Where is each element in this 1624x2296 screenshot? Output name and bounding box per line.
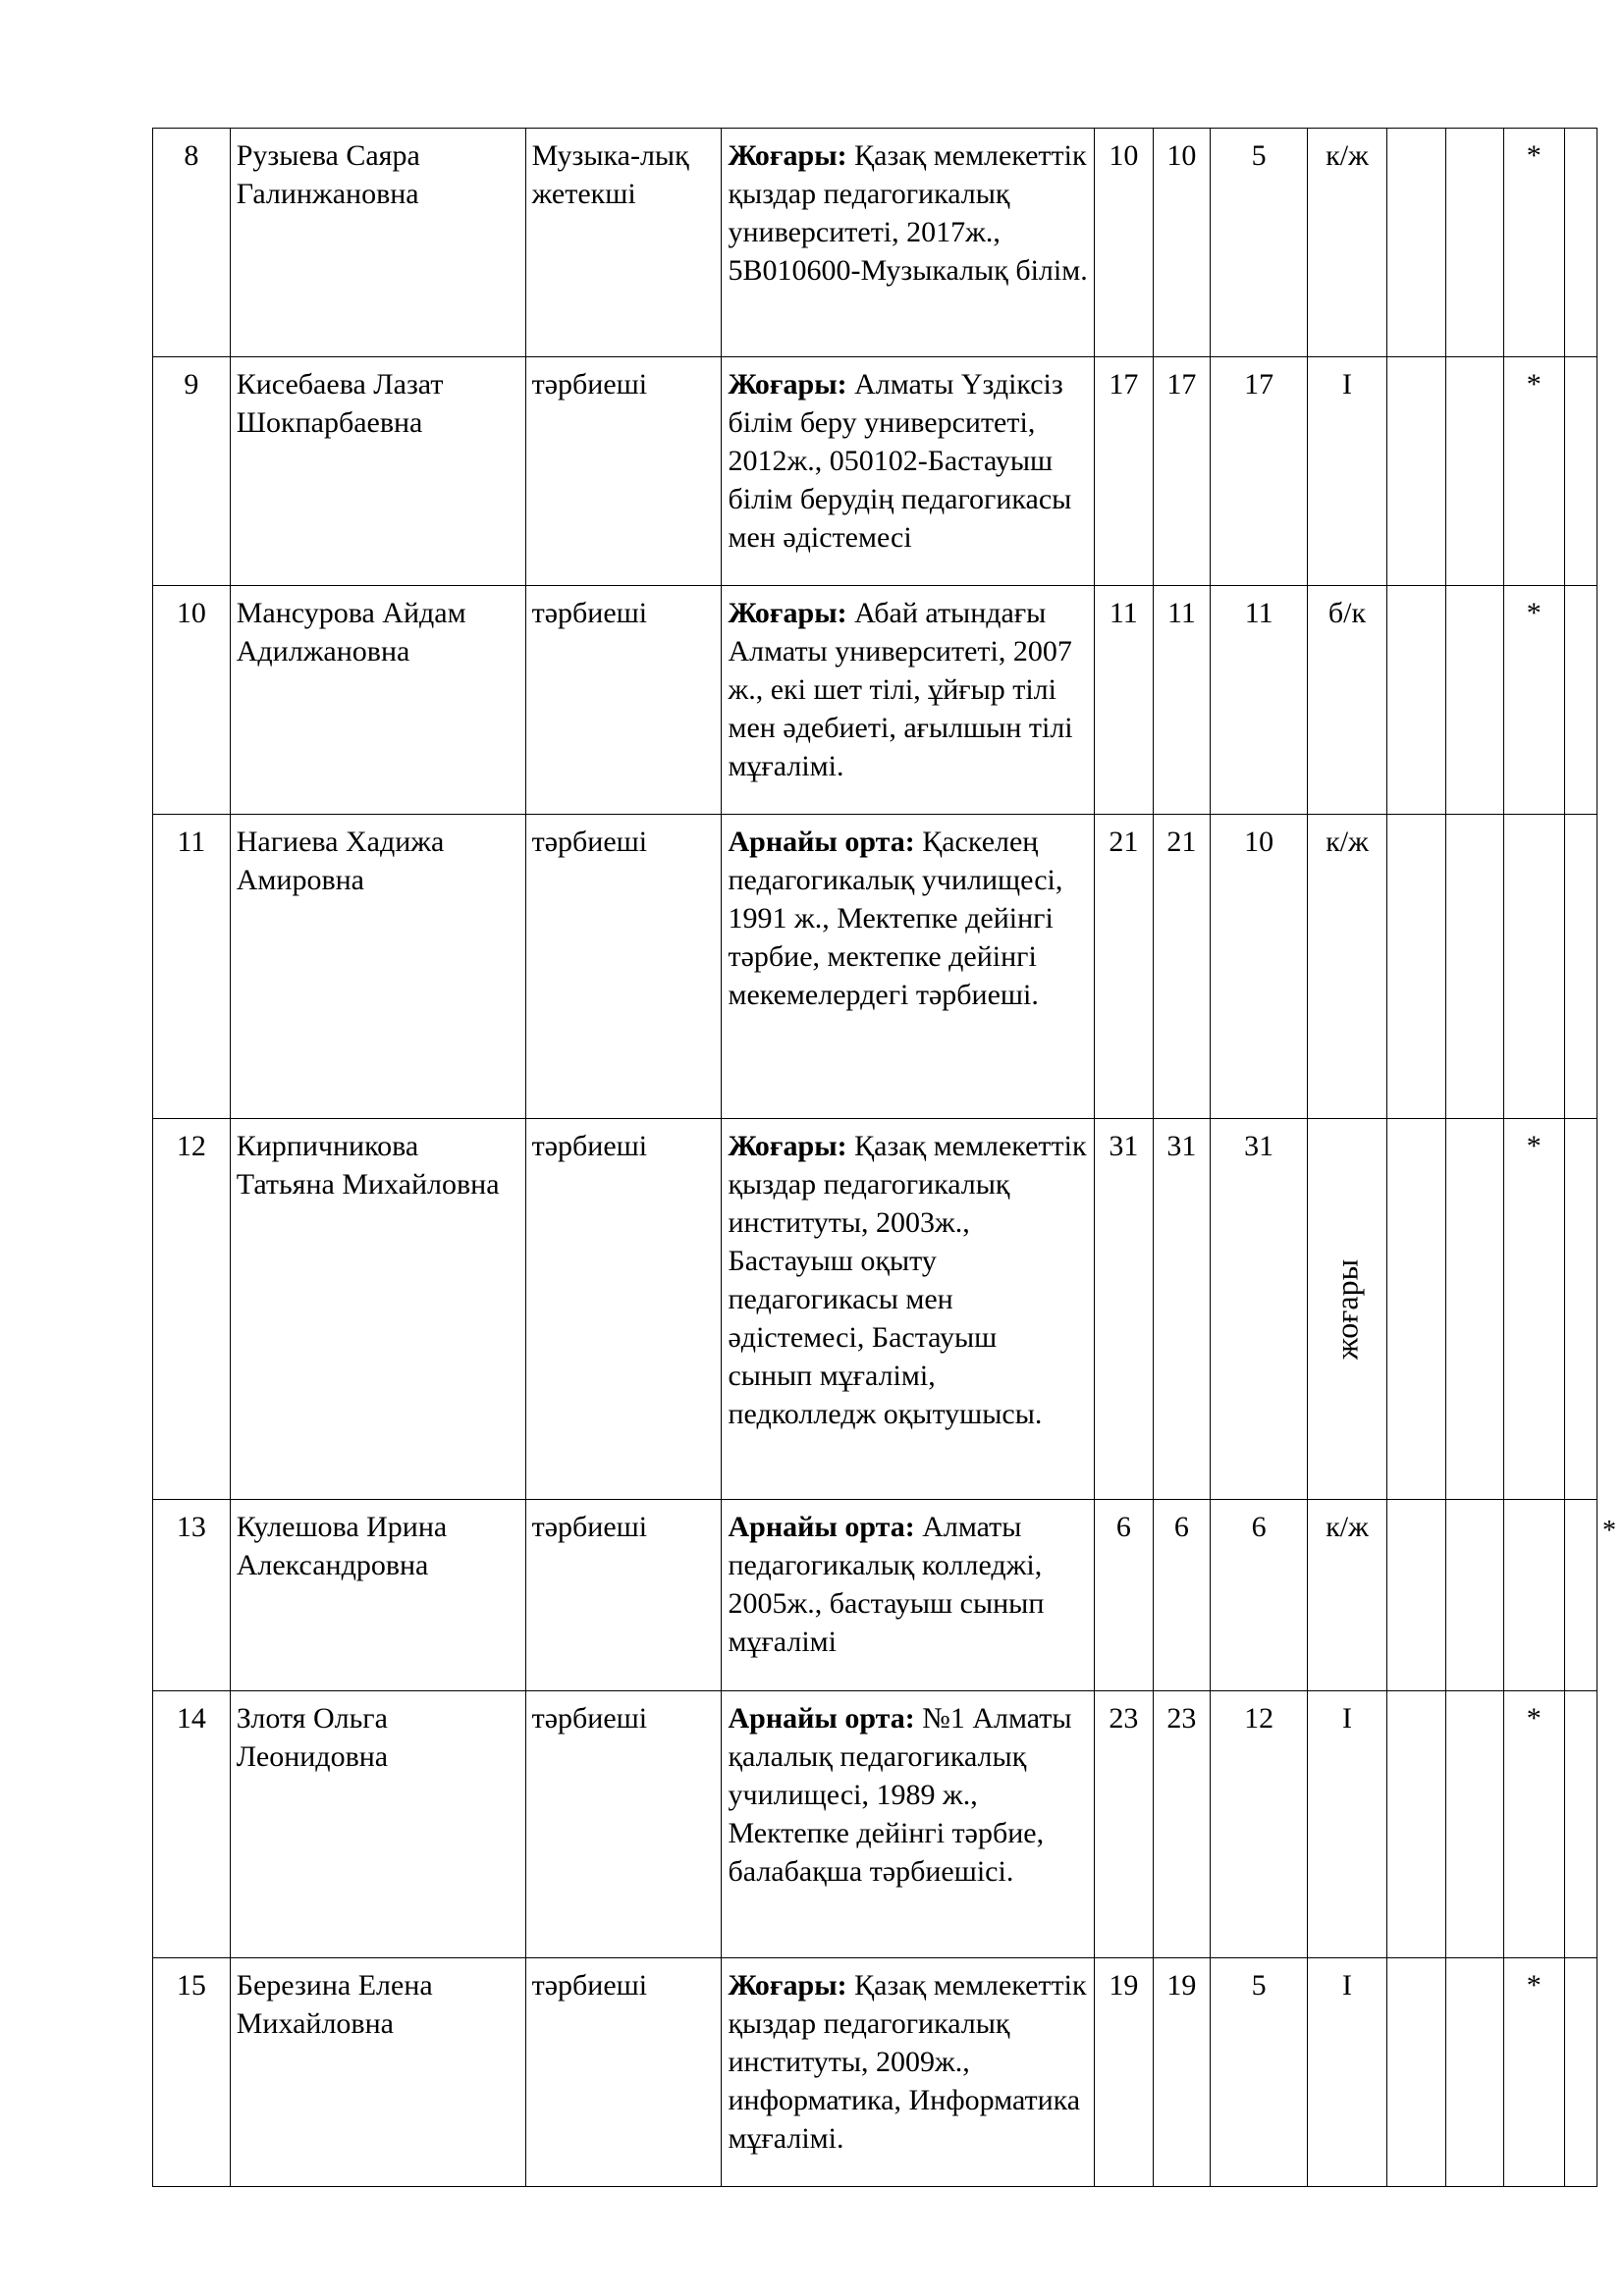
pedagogical-experience: 23 — [1153, 1691, 1211, 1958]
education-detail: №1 Алматы қалалық педагогикалық училищесі, 1989 ж., Мектепке дейінгі тәрбие, балабақша тәрбиешісі. — [728, 1702, 1072, 1888]
mark-column-extra — [1564, 1500, 1616, 1691]
education-detail: Абай атындағы Алматы университеті, 2007 ж., екі шет тілі, ұйғыр тілі мен әдебиеті, ағылшын тілі мұғалімі. — [728, 597, 1073, 782]
mark-column-1 — [1386, 1958, 1446, 2187]
employee-name: Кулешова Ирина Александровна — [230, 1500, 525, 1691]
pedagogical-experience: 6 — [1153, 1500, 1211, 1691]
mark-column-3: * — [1504, 357, 1565, 586]
row-number: 15 — [153, 1958, 231, 2187]
mark-column-1 — [1386, 129, 1446, 357]
education-detail: Алматы Үздіксіз білім беру университеті, 2012ж., 050102-Бастауыш білім берудің педагогикасы мен әдістемесі — [728, 368, 1072, 554]
employee-position: тәрбиеші — [525, 1691, 722, 1958]
total-experience: 17 — [1095, 357, 1154, 586]
experience-in-organization: 31 — [1211, 1119, 1308, 1500]
row-number: 12 — [153, 1119, 231, 1500]
employee-name: Нагиева Хадижа Амировна — [230, 815, 525, 1119]
table-row — [153, 1500, 1597, 1691]
education-level: Жоғары: — [728, 368, 847, 400]
mark-column-3 — [1504, 1500, 1565, 1691]
table-row — [153, 1958, 1597, 2187]
education-level: Арнайы орта: — [728, 826, 915, 858]
mark-column-2 — [1446, 815, 1504, 1119]
table-row — [153, 586, 1597, 815]
qualification-category: І — [1308, 1691, 1387, 1958]
experience-in-organization: 12 — [1211, 1691, 1308, 1958]
mark-column-1 — [1386, 1691, 1446, 1958]
employee-position: тәрбиеші — [525, 815, 722, 1119]
qualification-category: к/ж — [1308, 815, 1387, 1119]
employee-name: Березина Елена Михайловна — [230, 1958, 525, 2187]
mark-column-3: * — [1504, 1958, 1565, 2187]
table-row — [153, 1691, 1597, 1958]
education-level: Жоғары: — [728, 1969, 847, 2002]
mark-column-extra — [1564, 1958, 1597, 2187]
employee-name: Кирпичникова Татьяна Михайловна — [230, 1119, 525, 1500]
row-number: 9 — [153, 357, 231, 586]
education-level: Арнайы орта: — [728, 1511, 915, 1543]
mark-column-3: * — [1504, 1119, 1565, 1500]
experience-in-organization: 5 — [1211, 129, 1308, 357]
row-number: 8 — [153, 129, 231, 357]
education-cell — [722, 1691, 1095, 1958]
mark-column-1 — [1386, 1500, 1446, 1691]
employee-name: Рузыева Саяра Галинжановна — [230, 129, 525, 357]
employee-position: Музыка-лық жетекші — [525, 129, 722, 357]
pedagogical-experience: 31 — [1153, 1119, 1211, 1500]
experience-in-organization: 6 — [1211, 1500, 1308, 1691]
mark-column-extra — [1564, 815, 1597, 1119]
education-detail: Қаскелең педагогикалық училищесі, 1991 ж., Мектепке дейінгі тәрбие, мектепке дейінгі мекемелердегі тәрбиеші. — [728, 826, 1063, 1011]
total-experience: 11 — [1095, 586, 1154, 815]
table-row — [153, 129, 1597, 357]
experience-in-organization: 11 — [1211, 586, 1308, 815]
education-level: Жоғары: — [728, 597, 847, 629]
employee-name: Злотя Ольга Леонидовна — [230, 1691, 525, 1958]
mark-column-extra — [1564, 586, 1597, 815]
row-number: 13 — [153, 1500, 231, 1691]
mark-column-3: * — [1504, 586, 1565, 815]
employee-name: Кисебаева Лазат Шокпарбаевна — [230, 357, 525, 586]
mark-column-2 — [1446, 586, 1504, 815]
category-vertical-text: жоғары — [1328, 1258, 1365, 1360]
education-cell — [722, 357, 1095, 586]
mark-column-2 — [1446, 129, 1504, 357]
mark-column-extra — [1564, 1691, 1597, 1958]
experience-in-organization: 5 — [1211, 1958, 1308, 2187]
qualification-category: б/к — [1308, 586, 1387, 815]
mark-column-extra — [1564, 1119, 1597, 1500]
education-cell — [722, 129, 1095, 357]
pedagogical-experience: 21 — [1153, 815, 1211, 1119]
mark-column-1 — [1386, 586, 1446, 815]
table-row — [153, 1119, 1597, 1500]
mark-column-2 — [1446, 1119, 1504, 1500]
total-experience: 31 — [1095, 1119, 1154, 1500]
qualification-category: к/ж — [1308, 129, 1387, 357]
employee-position: тәрбиеші — [525, 357, 722, 586]
staff-table — [152, 128, 1616, 2187]
experience-in-organization: 17 — [1211, 357, 1308, 586]
row-number: 10 — [153, 586, 231, 815]
mark-column-2 — [1446, 1691, 1504, 1958]
employee-name: Мансурова Айдам Адилжановна — [230, 586, 525, 815]
total-experience: 10 — [1095, 129, 1154, 357]
mark-column-1 — [1386, 815, 1446, 1119]
qualification-category: І — [1308, 357, 1387, 586]
total-experience: 21 — [1095, 815, 1154, 1119]
mark-column-2 — [1446, 357, 1504, 586]
total-experience: 19 — [1095, 1958, 1154, 2187]
table-row — [153, 815, 1597, 1119]
mark-column-1 — [1386, 357, 1446, 586]
total-experience: 23 — [1095, 1691, 1154, 1958]
education-detail: Қазақ мемлекеттік қыздар педагогикалық институты, 2003ж., Бастауыш оқыту педагогикасы мен әдістемесі, Бастауыш сынып мұғалімі, педколледж оқытушысы. — [728, 1130, 1087, 1430]
extra-mark: * — [1602, 1516, 1616, 1546]
experience-in-organization: 10 — [1211, 815, 1308, 1119]
employee-position: тәрбиеші — [525, 1119, 722, 1500]
mark-column-2 — [1446, 1958, 1504, 2187]
mark-column-3: * — [1504, 1691, 1565, 1958]
education-cell — [722, 1958, 1095, 2187]
staff-table-body — [153, 129, 1616, 2187]
employee-position: тәрбиеші — [525, 586, 722, 815]
pedagogical-experience: 19 — [1153, 1958, 1211, 2187]
education-detail: Қазақ мемлекеттік қыздар педагогикалық университеті, 2017ж., 5В010600-Музыкалық білім. — [728, 139, 1088, 287]
education-level: Жоғары: — [728, 139, 847, 172]
pedagogical-experience: 17 — [1153, 357, 1211, 586]
education-level: Жоғары: — [728, 1130, 847, 1162]
mark-column-extra — [1564, 129, 1597, 357]
pedagogical-experience: 10 — [1153, 129, 1211, 357]
row-number: 14 — [153, 1691, 231, 1958]
education-cell — [722, 586, 1095, 815]
education-cell — [722, 1500, 1095, 1691]
qualification-category: к/ж — [1308, 1500, 1387, 1691]
row-number: 11 — [153, 815, 231, 1119]
education-detail: Алматы педагогикалық колледжі, 2005ж., бастауыш сынып мұғалімі — [728, 1511, 1045, 1658]
total-experience: 6 — [1095, 1500, 1154, 1691]
mark-column-1 — [1386, 1119, 1446, 1500]
mark-column-3 — [1504, 815, 1565, 1119]
employee-position: тәрбиеші — [525, 1958, 722, 2187]
table-row — [153, 357, 1597, 586]
mark-column-2 — [1446, 1500, 1504, 1691]
mark-column-3: * — [1504, 129, 1565, 357]
employee-position: тәрбиеші — [525, 1500, 722, 1691]
qualification-category: І — [1308, 1958, 1387, 2187]
education-cell — [722, 1119, 1095, 1500]
education-detail: Қазақ мемлекеттік қыздар педагогикалық институты, 2009ж., информатика, Информатика мұғалімі. — [728, 1969, 1087, 2155]
education-cell — [722, 815, 1095, 1119]
mark-column-extra — [1564, 357, 1597, 586]
pedagogical-experience: 11 — [1153, 586, 1211, 815]
qualification-category — [1308, 1119, 1387, 1500]
education-level: Арнайы орта: — [728, 1702, 915, 1735]
